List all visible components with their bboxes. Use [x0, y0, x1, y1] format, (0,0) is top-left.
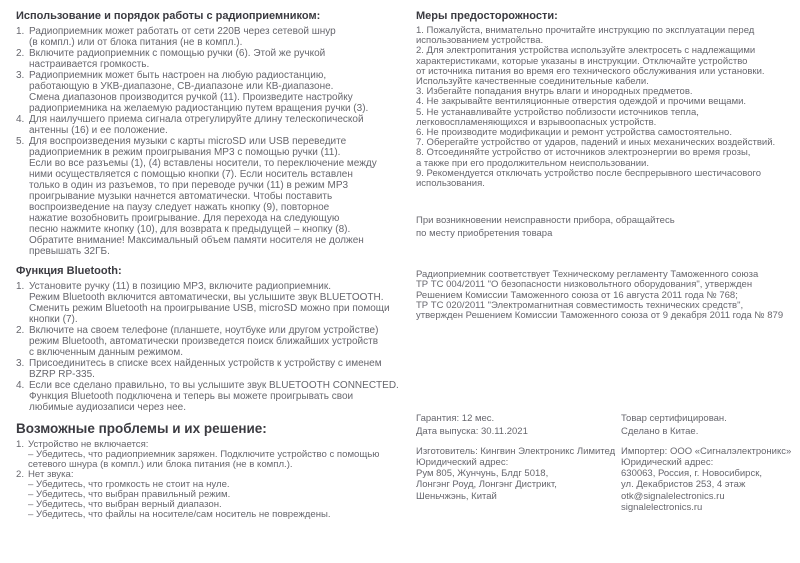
text-line: Рум 805, Жунчунь, Блдг 5018,	[416, 468, 549, 480]
text-line: При возникновении неисправности прибора, обращайтесь	[416, 215, 675, 227]
text-line: утвержден Решением Комиссии Таможенного союза от 9 декабря 2011 года № 879	[416, 310, 784, 322]
text-line: Устройство не включается:	[28, 439, 149, 450]
item-number: 3.	[16, 70, 25, 81]
text-line: Радиоприемник может быть настроен на любую радиостанцию,	[29, 70, 327, 81]
text-line: Радиоприемник может работать от сети 220В через сетевой шнур	[29, 26, 336, 37]
text-line: Режим Bluetooth включится автоматически, вы услышите звук BLUETOOTH.	[29, 292, 384, 303]
text-line: только в один из разъемов, то при переводе ручки (11) в режим MP3	[29, 180, 349, 191]
text-line: Гарантия: 12 мес.	[416, 413, 495, 425]
item-text	[29, 358, 408, 380]
text-line: радиоприемник в режим проигрывания MP3 с помощью ручки (11).	[29, 147, 341, 158]
text-line: – Убедитесь, что радиоприемник заряжен. Подключите устройство с помощью	[28, 449, 380, 460]
problems-list	[16, 440, 408, 520]
info-block	[621, 413, 796, 439]
bluetooth-list	[16, 281, 408, 413]
text-line: Товар сертифицирован.	[621, 413, 727, 425]
list-item	[16, 470, 408, 520]
item-text	[29, 26, 408, 48]
text-line: otk@signalelectronics.ru	[621, 490, 725, 502]
item-text	[28, 440, 408, 470]
text-line: сетевого шнура (в компл.) или блока питания (не в компл.).	[28, 459, 293, 470]
text-line: – Убедитесь, что выбран правильный режим.	[28, 489, 231, 500]
list-item	[16, 114, 408, 136]
text-line: Сделано в Китае.	[621, 426, 699, 438]
problems-heading: Возможные проблемы и их решение:	[16, 421, 267, 436]
text-line: 630063, Россия, г. Новосибирск,	[621, 468, 762, 480]
text-line: антенны (16) и ее положение.	[29, 125, 168, 136]
item-number: 2.	[16, 48, 25, 59]
text-line: радиоприемника на желаемую радиостанцию путем вращения ручки (3).	[29, 103, 369, 114]
section-problems	[16, 420, 408, 520]
text-line: Если во все разъемы (1), (4) вставлены носители, то переключение между	[29, 158, 377, 169]
list-item	[16, 440, 408, 470]
text-line: Для воспроизведения музыки с карты microSD или USB переведите	[29, 136, 347, 147]
list-item	[16, 26, 408, 48]
text-line: Если все сделано правильно, то вы услышите звук BLUETOOTH CONNECTED.	[29, 380, 399, 391]
text-line: – Убедитесь, что громкость не стоит на нуле.	[28, 479, 230, 490]
text-line: 6. Не производите модификации и ремонт устройства самостоятельно.	[416, 127, 732, 139]
info-block	[621, 446, 796, 513]
text-line: Обратите внимание! Максимальный объем памяти носителя не должен	[29, 235, 364, 246]
text-line: Присоединитесь в списке всех найденных устройств к устройству с именем	[29, 358, 382, 369]
text-line: режим Bluetooth, автоматически произведется поиск ближайших устройств	[29, 336, 379, 347]
item-number: 4.	[16, 380, 25, 391]
usage-heading: Использование и порядок работы с радиоприемником:	[16, 10, 321, 22]
item-text	[29, 380, 408, 413]
text-line: 2. Для электропитания устройства используйте электросеть с надлежащими	[416, 45, 756, 57]
info-column-manufacturer	[416, 413, 621, 520]
text-line: Юридический адрес:	[621, 457, 714, 469]
item-text	[29, 281, 408, 325]
info-grid	[416, 413, 796, 520]
info-block	[416, 413, 621, 439]
item-number: 2.	[16, 325, 25, 336]
certification-note	[416, 270, 796, 321]
text-line: Установите ручку (11) в позицию MP3, включите радиоприемник.	[29, 281, 331, 292]
text-line: 1. Пожалуйста, внимательно прочитайте инструкцию по эксплуатации перед	[416, 25, 755, 36]
text-line: 3. Избегайте попадания внутрь влаги и инородных предметов.	[416, 86, 693, 98]
text-line: ними осуществляется с помощью кнопки (7). Если носитель вставлен	[29, 169, 353, 180]
list-item	[16, 325, 408, 358]
text-line: проигрывание музыки начнется автоматически. Чтобы поставить	[29, 191, 333, 202]
text-line: 5. Не устанавливайте устройство поблизости источников тепла,	[416, 106, 699, 118]
list-item	[16, 281, 408, 325]
usage-list	[16, 26, 408, 257]
right-column	[416, 10, 796, 520]
text-line: Включите радиоприемник с помощью ручки (6). Этой же ручкой	[29, 48, 326, 59]
text-line: ТР ТС 020/2011 "Электромагнитная совместимость технических средств",	[416, 299, 744, 311]
text-line: песню нажмите кнопку (10), для возврата к предыдущей – кнопку (8).	[29, 224, 351, 235]
text-line: signalelectronics.ru	[621, 501, 703, 513]
list-item	[16, 48, 408, 70]
text-line: Решением Комиссии Таможенного союза от 16 августа 2011 года № 768;	[416, 289, 738, 301]
text-line: 4. Не закрывайте вентиляционные отверстия одеждой и прочими вещами.	[416, 96, 747, 108]
text-line: Используйте качественные соединительные кабели.	[416, 76, 649, 88]
text-line: от источника питания во время его технического обслуживания или установки.	[416, 65, 765, 77]
item-text	[29, 48, 408, 70]
item-number: 5.	[16, 136, 25, 147]
text-line: ул. Декабристов 253, 4 этаж	[621, 479, 746, 491]
text-line: Включите на своем телефоне (планшете, ноутбуке или другом устройстве)	[29, 325, 379, 336]
text-line: BZRP RP-335.	[29, 369, 95, 380]
section-usage	[16, 10, 408, 257]
text-line: Нет звука:	[28, 469, 74, 480]
text-line: Импортер: ООО «Сигналэлектроникс»	[621, 445, 792, 457]
list-item	[16, 70, 408, 114]
text-line: Смена диапазонов производится ручкой (11). Произведите настройку	[29, 92, 353, 103]
text-line: Лонгэнг Роуд, Лонгэнг Дистрикт,	[416, 479, 557, 491]
text-line: воспроизведение на паузу следует нажать кнопку (9), повторное	[29, 202, 330, 213]
text-line: Радиоприемник соответствует Техническому регламенту Таможенного союза	[416, 269, 759, 281]
service-note	[416, 215, 796, 240]
section-bluetooth	[16, 265, 408, 413]
item-number: 1.	[16, 281, 25, 292]
item-text	[29, 70, 408, 114]
text-line: с включенным данным режимом.	[29, 347, 184, 358]
text-line: настраивается громкость.	[29, 59, 150, 70]
section-precautions	[416, 10, 796, 189]
item-number: 2.	[16, 469, 25, 480]
item-text	[29, 114, 408, 136]
text-line: характеристиками, которые указаны в инструкции. Отключайте устройство	[416, 55, 748, 67]
text-line: 8. Отсоединяйте устройство от источников электроэнергии во время грозы,	[416, 147, 751, 159]
info-column-importer	[621, 413, 796, 520]
item-number: 1.	[16, 439, 25, 450]
text-line: использования.	[416, 178, 485, 190]
list-item	[16, 380, 408, 413]
text-line: 9. Рекомендуется отключать устройство после беспрерывного шестичасового	[416, 167, 762, 179]
text-line: Сменить режим Bluetooth на проигрывание USB, microSD можно при помощи	[29, 303, 390, 314]
text-line: (в компл.) или от блока питания (не в компл.).	[29, 37, 243, 48]
text-line: работающую в УКВ-диапазоне, СВ-диапазоне или КВ-диапазоне.	[29, 81, 334, 92]
text-line: Юридический адрес:	[416, 457, 509, 469]
text-line: 7. Оберегайте устройство от ударов, падений и иных механических воздействий.	[416, 137, 776, 149]
item-text	[28, 470, 408, 520]
text-line: Для наилучшего приема сигнала отрегулируйте длину телескопической	[29, 114, 364, 125]
text-line: любимые аудиозаписи через нее.	[29, 402, 187, 413]
text-line: – Убедитесь, что выбран верный диапазон.	[28, 499, 222, 510]
list-item	[16, 358, 408, 380]
text-line: ТР ТС 004/2011 "О безопасности низковольтного оборудования", утвержден	[416, 279, 753, 291]
item-number: 3.	[16, 358, 25, 369]
text-line: – Убедитесь, что файлы на носителе/сам носитель не повреждены.	[28, 509, 331, 520]
text-line: использованием устройства.	[416, 35, 544, 47]
item-text	[29, 325, 408, 358]
precautions-heading: Меры предосторожности:	[416, 10, 558, 22]
text-line: Изготовитель: Кингвин Электроникс Лимитед	[416, 445, 616, 457]
text-line: Шеньчжэнь, Китай	[416, 490, 497, 502]
list-item	[16, 136, 408, 257]
precautions-text	[416, 26, 796, 189]
bluetooth-heading: Функция Bluetooth:	[16, 265, 122, 277]
item-number: 4.	[16, 114, 25, 125]
info-block	[416, 446, 621, 502]
text-line: Дата выпуска: 30.11.2021	[416, 426, 528, 438]
text-line: нажатие возобновить проигрывание. Для перехода на следующую	[29, 213, 340, 224]
text-line: а также при его продолжительном неиспользовании.	[416, 157, 650, 169]
item-text	[29, 136, 408, 257]
text-line: по месту приобретения товара	[416, 227, 553, 239]
item-number: 1.	[16, 26, 25, 37]
text-line: превышать 32ГБ.	[29, 246, 110, 257]
text-line: кнопки (7).	[29, 314, 78, 325]
left-column	[16, 10, 408, 520]
text-line: легковоспламеняющихся и взрывоопасных устройств.	[416, 116, 657, 128]
text-line: Функция Bluetooth подключена и теперь вы можете проигрывать свои	[29, 391, 354, 402]
